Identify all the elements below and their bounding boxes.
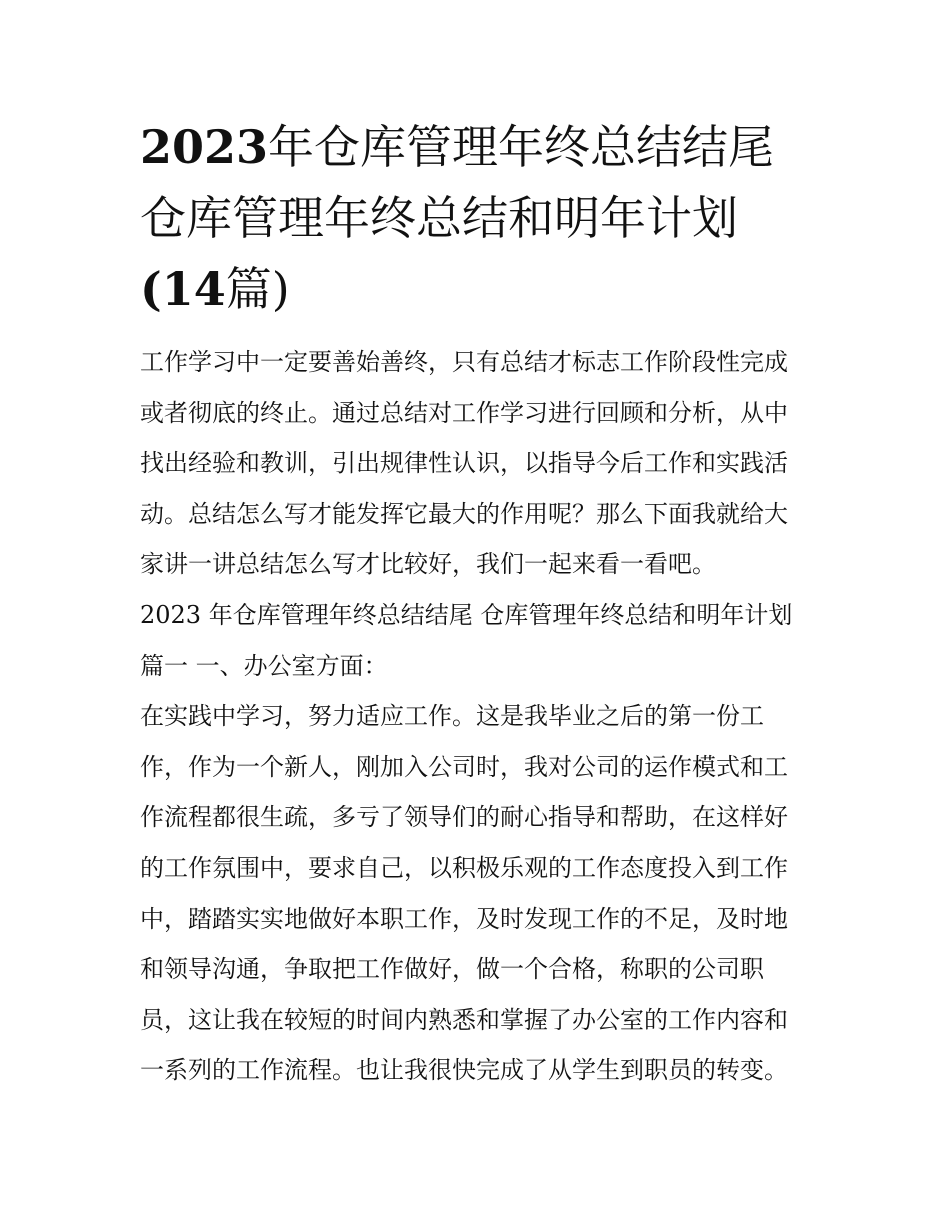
- body-line-3: 找出经验和教训，引出规律性认识，以指导今后工作和实践活: [140, 449, 788, 478]
- title-line-2: [140, 183, 812, 254]
- body-line-14: 员，这让我在较短的时间内熟悉和掌握了办公室的工作内容和: [140, 1005, 788, 1034]
- body-line-5: 家讲一讲总结怎么写才比较好，我们一起来看一看吧。: [140, 550, 716, 579]
- title-line-3-text: 篇): [225, 262, 290, 316]
- title-line-1-text: 年仓库管理年终总结结尾: [268, 120, 775, 174]
- document-title: [140, 112, 812, 325]
- body-line-15: 一系列的工作流程。也让我很快完成了从学生到职员的转变。: [140, 1056, 788, 1085]
- title-line-3-number: (14: [140, 262, 226, 316]
- document-body: [140, 325, 812, 1096]
- body-line-13: 和领导沟通，争取把工作做好，做一个合格，称职的公司职: [140, 955, 764, 984]
- body-line-11: 的工作氛围中，要求自己，以积极乐观的工作态度投入到工作: [140, 853, 788, 882]
- title-line-1: [140, 112, 812, 183]
- document-content: [140, 112, 812, 1096]
- title-line-1-number: 2023: [140, 120, 269, 174]
- body-line-12: 中，踏踏实实地做好本职工作，及时发现工作的不足，及时地: [140, 904, 788, 933]
- title-line-2-text: 仓库管理年终总结和明年计划: [140, 191, 738, 245]
- body-line-1: 工作学习中一定要善始善终，只有总结才标志工作阶段性完成: [140, 348, 788, 376]
- body-line-7: 篇一 一、办公室方面：: [140, 651, 388, 680]
- body-line-6: 2023 年仓库管理年终总结结尾 仓库管理年终总结和明年计划: [140, 600, 793, 629]
- body-line-10: 作流程都很生疏，多亏了领导们的耐心指导和帮助，在这样好: [140, 803, 788, 832]
- body-line-9: 作，作为一个新人，刚加入公司时，我对公司的运作模式和工: [140, 752, 788, 781]
- body-line-8: 在实践中学习，努力适应工作。这是我毕业之后的第一份工: [140, 702, 764, 731]
- body-line-4: 动。总结怎么写才能发挥它最大的作用呢？那么下面我就给大: [140, 499, 788, 528]
- body-line-2: 或者彻底的终止。通过总结对工作学习进行回顾和分析，从中: [140, 398, 788, 427]
- title-line-3: [140, 254, 812, 325]
